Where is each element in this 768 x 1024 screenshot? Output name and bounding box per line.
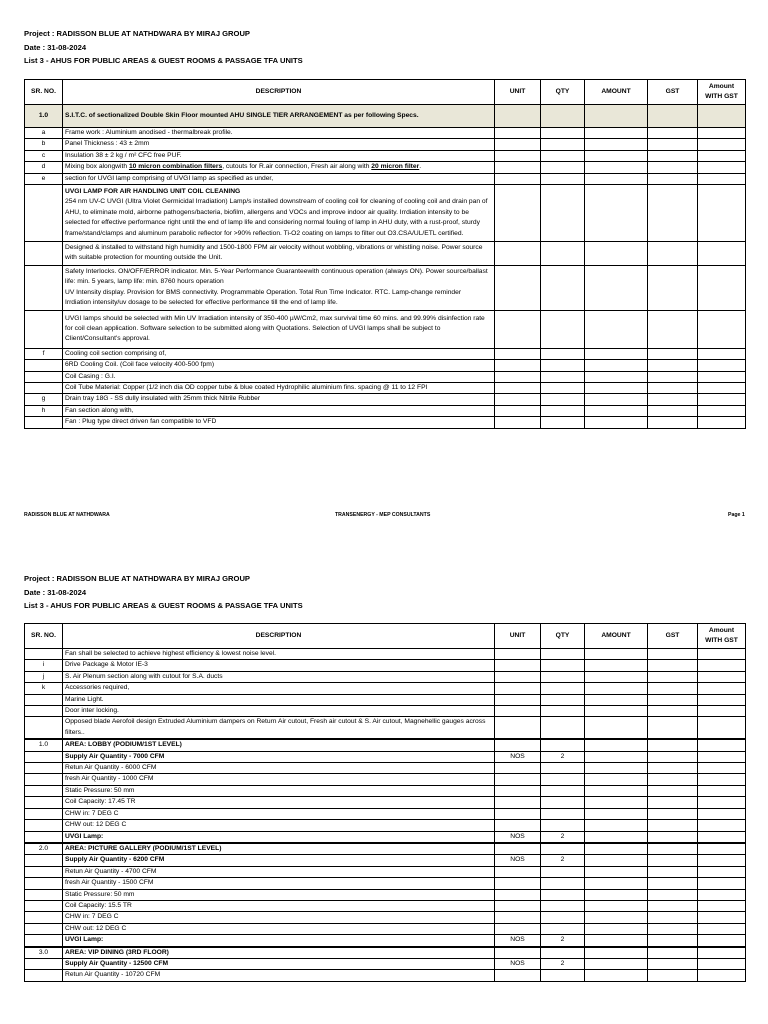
row-description: Static Pressure: 50 mm — [63, 785, 495, 796]
table-row — [25, 751, 746, 762]
table-row — [25, 242, 746, 266]
row-description: Drain tray 18G - SS dully insulated with 25mm thick Nitrile Rubber — [63, 394, 495, 405]
row-description: Insulation 38 ± 2 kg / m² CFC free PUF. — [63, 150, 495, 161]
row-description: fresh Air Quantity - 1500 CFM — [63, 878, 495, 889]
row-qty: 2 — [541, 751, 585, 762]
row-sr: d — [25, 162, 63, 173]
table-row — [25, 763, 746, 774]
row-description: Frame work : Aluminium anodised - thermalbreak profile. — [63, 128, 495, 139]
row-sr: k — [25, 683, 63, 694]
row-description: Coil Tube Material: Copper (1/2 inch dia OD copper tube & blue coated Hydrophilic aluminium fins. spacing @ 11 to 12 FPI — [63, 382, 495, 393]
row-description: Designed & installed to withstand high humidity and 1500-1800 FPM air velocity without wobbling, vibrations or whistling noise. Power source with suitable protection for mounting outside the Unit. — [63, 242, 495, 266]
row-sr: h — [25, 405, 63, 416]
col-gst: GST — [648, 624, 698, 649]
row-description: S.I.T.C. of sectionalized Double Skin Floor mounted AHU SINGLE TIER ARRANGEMENT as per following Specs. — [63, 105, 495, 128]
table-header-row — [25, 624, 746, 649]
row-description: S. Air Plenum section along with cutout for S.A. ducts — [63, 671, 495, 682]
page-header — [24, 572, 303, 613]
table-row — [25, 150, 746, 161]
row-d-emphasis-2: 20 micron filter — [371, 163, 420, 171]
row-sr: 3.0 — [25, 947, 63, 958]
row-description: Fan : Plug type direct driven fan compatible to VFD — [63, 417, 495, 428]
row-description: UVGI Lamp: — [63, 831, 495, 842]
row-qty: 2 — [541, 935, 585, 946]
table-row — [25, 912, 746, 923]
col-qty: QTY — [541, 80, 585, 105]
uvgi-title: UVGI LAMP FOR AIR HANDLING UNIT COIL CLEANING — [65, 188, 241, 196]
row-description: Retun Air Quantity - 6000 CFM — [63, 763, 495, 774]
row-sr: f — [25, 348, 63, 359]
row-d-text-2: , cutouts for R.air connection, Fresh air along with — [222, 163, 372, 171]
date-label: Date : 31-08-2024 — [24, 587, 87, 597]
row-description: UVGI lamps should be selected with Min UV Irradiation intensity of 350-400 µW/Cm2, max survival time 60 mins. and 99.99% disinfection rate for coil clean application. Software selection to be submitted along with Quotations. Selection of UVGI lamps shall be subject to Client/Consultant's approval. — [63, 310, 495, 348]
table-header-row — [25, 80, 746, 105]
table-row — [25, 717, 746, 739]
row-description: Retun Air Quantity - 10720 CFM — [63, 970, 495, 981]
row-description: AREA: LOBBY (PODIUM/1ST LEVEL) — [63, 740, 495, 751]
project-title: Project : RADISSON BLUE AT NATHDWARA BY MIRAJ GROUP — [24, 574, 250, 583]
footer-page-number: Page 1 — [728, 512, 745, 518]
row-unit: NOS — [495, 935, 541, 946]
col-amount-with-gst-line2: WITH GST — [705, 93, 738, 100]
row-description: Supply Air Quantity - 6200 CFM — [63, 855, 495, 866]
row-description: CHW in: 7 DEG C — [63, 912, 495, 923]
page-header — [24, 27, 303, 68]
row-description: Static Pressure: 50 mm — [63, 889, 495, 900]
row-sr: 1.0 — [25, 740, 63, 751]
table-row — [25, 173, 746, 184]
table-row — [25, 740, 746, 751]
row-qty: 2 — [541, 831, 585, 842]
list-title: List 3 - AHUS FOR PUBLIC AREAS & GUEST ROOMS & PASSAGE TFA UNITS — [24, 601, 303, 610]
table-row — [25, 405, 746, 416]
row-sr: g — [25, 394, 63, 405]
table-row — [25, 923, 746, 934]
col-description: DESCRIPTION — [63, 80, 495, 105]
row-d-text-3: . — [419, 163, 422, 171]
col-sr: SR. NO. — [25, 624, 63, 649]
table-row — [25, 820, 746, 831]
row-description: Retun Air Quantity - 4700 CFM — [63, 866, 495, 877]
project-title: Project : RADISSON BLUE AT NATHDWARA BY MIRAJ GROUP — [24, 29, 250, 38]
col-amount: AMOUNT — [585, 624, 648, 649]
row-description: Panel Thickness : 43 ± 2mm — [63, 139, 495, 150]
table-row — [25, 878, 746, 889]
row-description — [63, 162, 495, 173]
col-sr: SR. NO. — [25, 80, 63, 105]
table-row — [25, 649, 746, 660]
row-sr: a — [25, 128, 63, 139]
table-row — [25, 843, 746, 854]
table-row — [25, 970, 746, 981]
row-sr — [25, 417, 63, 428]
row-unit: NOS — [495, 958, 541, 969]
col-amount-with-gst-line2: WITH GST — [705, 637, 738, 644]
row-description: Cooling coil section comprising of, — [63, 348, 495, 359]
col-unit: UNIT — [495, 80, 541, 105]
row-description: Accessories required, — [63, 683, 495, 694]
row-d-emphasis-1: 10 micron combination filters — [128, 163, 223, 171]
row-description: fresh Air Quantity - 1000 CFM — [63, 774, 495, 785]
row-unit: NOS — [495, 855, 541, 866]
table-row — [25, 774, 746, 785]
table-row — [25, 105, 746, 128]
row-sr: b — [25, 139, 63, 150]
row-sr: e — [25, 173, 63, 184]
row-unit: NOS — [495, 751, 541, 762]
row-sr — [25, 371, 63, 382]
row-description: CHW out: 12 DEG C — [63, 820, 495, 831]
col-amount-with-gst — [698, 624, 746, 649]
row-description: section for UVGI lamp comprising of UVGI lamp as specified as under, — [63, 173, 495, 184]
row-sr — [25, 694, 63, 705]
table-row — [25, 265, 746, 310]
row-description: Fan section along with, — [63, 405, 495, 416]
row-description: Coil Capacity: 15.5 TR — [63, 900, 495, 911]
col-qty: QTY — [541, 624, 585, 649]
table-row — [25, 866, 746, 877]
table-row — [25, 139, 746, 150]
row-description: Supply Air Quantity - 12500 CFM — [63, 958, 495, 969]
table-row — [25, 671, 746, 682]
row-description: Coil Capacity: 17.45 TR — [63, 797, 495, 808]
col-unit: UNIT — [495, 624, 541, 649]
table-row — [25, 935, 746, 946]
row-unit: NOS — [495, 831, 541, 842]
table-row — [25, 128, 746, 139]
row-sr: i — [25, 660, 63, 671]
row-description: CHW out: 12 DEG C — [63, 923, 495, 934]
col-gst: GST — [648, 80, 698, 105]
table-row — [25, 382, 746, 393]
row-qty: 2 — [541, 855, 585, 866]
row-description: Marine Light. — [63, 694, 495, 705]
table-row — [25, 417, 746, 428]
table-row — [25, 348, 746, 359]
footer-center: TRANSENERGY - MEP CONSULTANTS — [335, 512, 431, 518]
table-row — [25, 947, 746, 958]
col-amount-with-gst — [698, 80, 746, 105]
table-row — [25, 831, 746, 842]
table-row — [25, 958, 746, 969]
row-description: Fan shall be selected to achieve highest efficiency & lowest noise level. — [63, 649, 495, 660]
table-row — [25, 706, 746, 717]
date-label: Date : 31-08-2024 — [24, 42, 87, 52]
row-description: Drive Package & Motor IE-3 — [63, 660, 495, 671]
row-sr: 1.0 — [25, 105, 63, 128]
table-row — [25, 660, 746, 671]
table-row — [25, 683, 746, 694]
row-description: Supply Air Quantity - 7000 CFM — [63, 751, 495, 762]
irradiation-dosage-text: Irrdiation intensity/uv dosage to be selected for effective performance till the end of lamp life. — [65, 299, 338, 307]
uv-display-text: UV Intensity display. Provision for BMS connectivity. Programmable Operation. Total Run Time Indicator. RTC. Lamp-change reminder — [65, 288, 462, 296]
safety-text: Safety Interlocks. ON/OFF/ERROR indicator. Min. 5-Year Performance Guaranteewith continuous operation (always ON). Power source/ballast life: min. 5 years, lamp life: min. 8760 hours operation — [65, 267, 488, 286]
table-row — [25, 808, 746, 819]
safety-spec-block — [63, 265, 495, 310]
row-description: 6RD Cooling Coil. (Coil face velocity 400-500 fpm) — [63, 360, 495, 371]
uvgi-spec-block — [63, 185, 495, 242]
table-row — [25, 360, 746, 371]
table-row — [25, 185, 746, 242]
table-row — [25, 162, 746, 173]
table-row — [25, 900, 746, 911]
row-sr — [25, 360, 63, 371]
row-sr: 2.0 — [25, 843, 63, 854]
row-sr — [25, 649, 63, 660]
row-description: Opposed blade Aerofoil design Extruded Aluminium dampers on Return Air cutout, Fresh air cutout & S. Air cutout, Magnehellic gauges across filters.. — [63, 717, 495, 739]
table-row — [25, 785, 746, 796]
col-amount: AMOUNT — [585, 80, 648, 105]
row-qty: 2 — [541, 958, 585, 969]
row-sr: c — [25, 150, 63, 161]
row-d-text-1: Mixing box alongwith — [65, 163, 129, 171]
row-description: Coil Casing : G.I. — [63, 371, 495, 382]
row-description: AREA: VIP DINING (3RD FLOOR) — [63, 947, 495, 958]
table-row — [25, 394, 746, 405]
col-amount-with-gst-line1: Amount — [708, 82, 735, 90]
boq-table — [24, 79, 746, 429]
uvgi-body: 254 nm UV-C UVGI (Ultra Violet Germicidal Irradiation) Lamp/s installed downstream of cooling coil for cleaning of cooling coil and drain pan of AHU, to eliminate mold, airborne pathogens/bacteria, biofilm, allergens and VOCs and improve indoor air quality. Irrdiation intensity to be selected for effective performance right until the end of lamp life and considering normal fouling of lamp in AHU duty, with a rust-proof, sturdy frame/stand/clamps and aluminum parabolic reflector for >90% reflection. Ti-O2 coating on lamps to filter out O3.CSA/UL/ETL certified. — [65, 198, 488, 237]
table-row — [25, 855, 746, 866]
table-row — [25, 889, 746, 900]
table-row — [25, 310, 746, 348]
col-description: DESCRIPTION — [63, 624, 495, 649]
row-description: UVGI Lamp: — [63, 935, 495, 946]
col-amount-with-gst-line1: Amount — [708, 626, 735, 634]
row-sr: j — [25, 671, 63, 682]
table-row — [25, 694, 746, 705]
table-row — [25, 371, 746, 382]
list-title: List 3 - AHUS FOR PUBLIC AREAS & GUEST ROOMS & PASSAGE TFA UNITS — [24, 56, 303, 65]
row-description: Door inter locking. — [63, 706, 495, 717]
row-sr — [25, 706, 63, 717]
row-description: AREA: PICTURE GALLERY (PODIUM/1ST LEVEL) — [63, 843, 495, 854]
table-row — [25, 797, 746, 808]
row-description: CHW in: 7 DEG C — [63, 808, 495, 819]
boq-table — [24, 623, 746, 982]
sheet-page-2 — [0, 535, 768, 1024]
footer-left: RADISSON BLUE AT NATHDWARA — [24, 512, 110, 518]
